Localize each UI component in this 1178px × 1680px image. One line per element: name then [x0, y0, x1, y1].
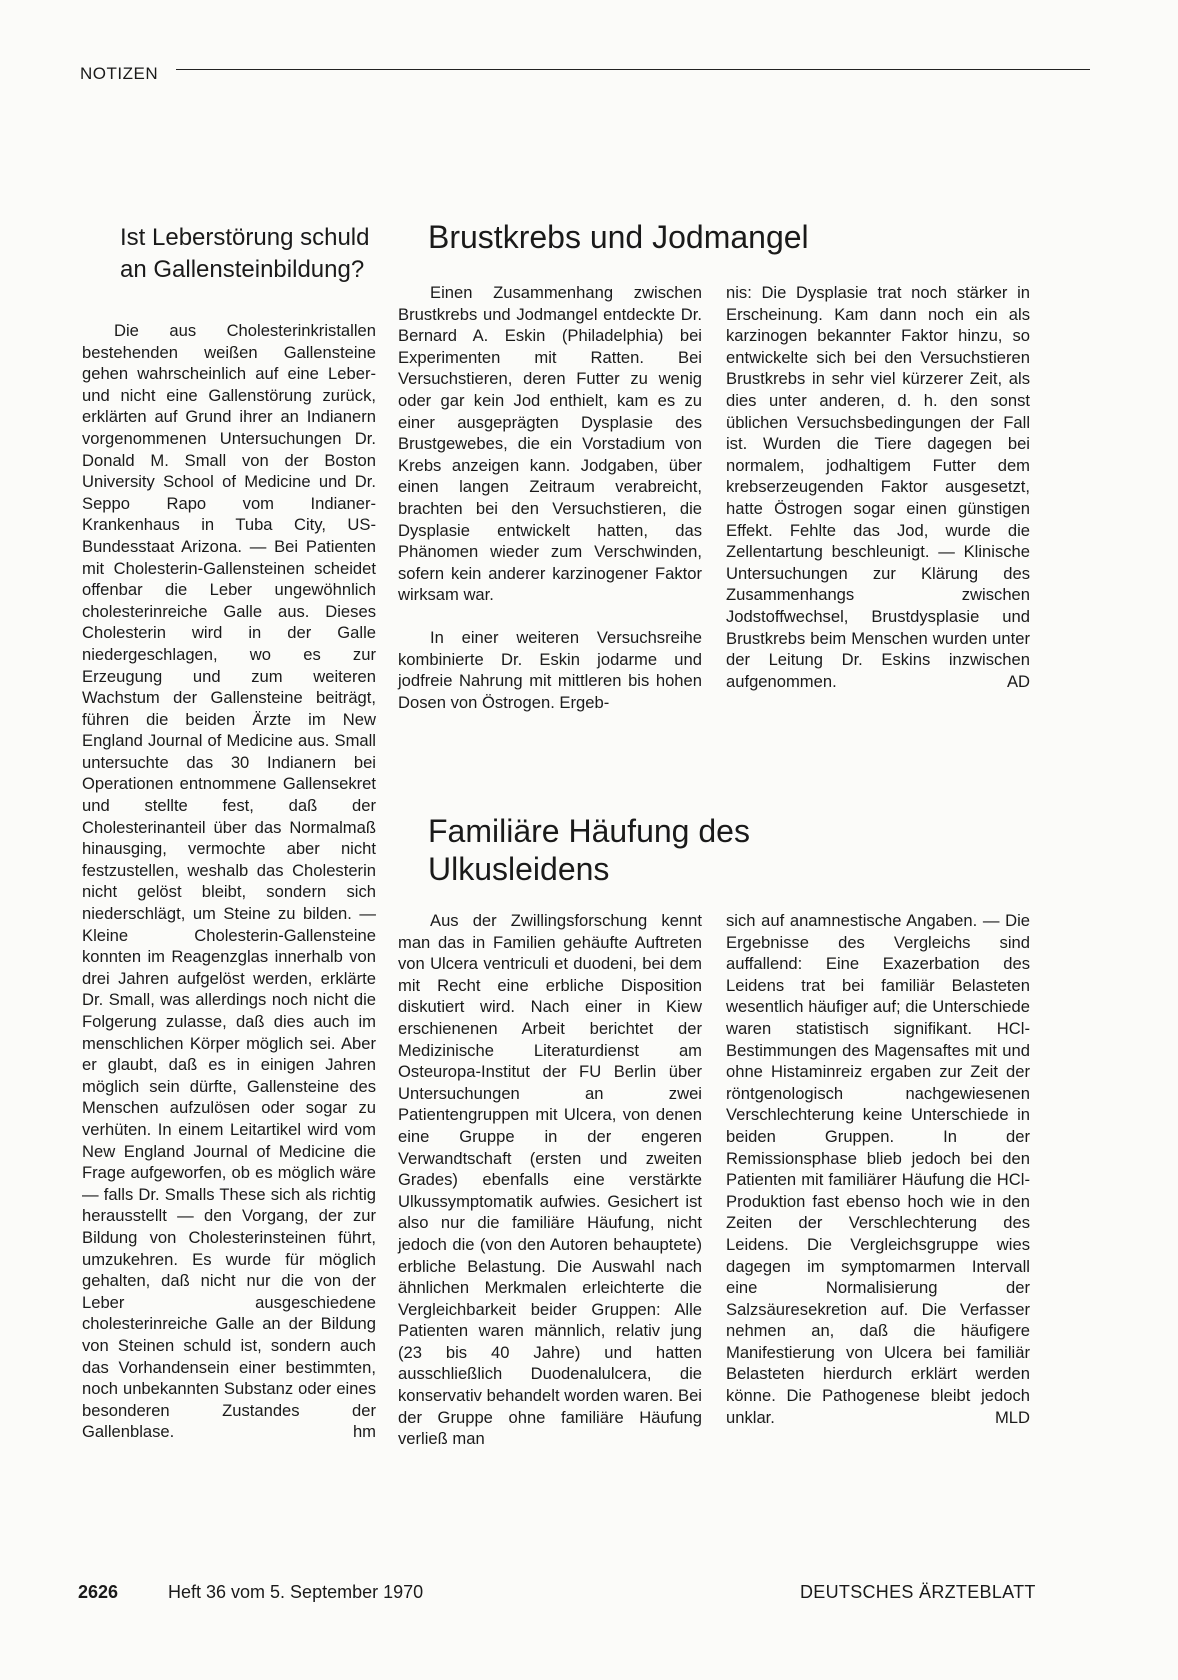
article3-title: Familiäre Häufung des Ulkusleidens	[428, 813, 750, 887]
page-number: 2626	[78, 1582, 119, 1602]
article2-column-2	[726, 282, 1030, 692]
article3-paragraph-1: Aus der Zwillingsforschung kennt man das in Familien gehäufte Auftreten von Ulcera ventriculi et duodeni, bei dem mit Recht eine erbliche Disposition diskutiert wird. Nach einer in Kiew erschienenen Arbeit berichtet der Medizinische Literaturdienst am Osteuropa-Institut der FU Berlin über Untersuchungen an zwei Patientengruppen mit Ulcera, von denen eine Gruppe in der engeren Verwandtschaft (ersten und zweiten Grades) ebenfalls eine verstärkte Ulkussymptomatik aufwies. Gesichert ist also nur die familiäre Häufung, nicht jedoch die (von den Autoren behauptete) erbliche Belastung. Die Auswahl nach ähnlichen Merkmalen erleichterte die Vergleichbarkeit beider Gruppen: Alle Patienten waren männlich, relativ jung (23 bis 40 Jahre) und hatten ausschließlich Duodenalulcera, die konservativ behandelt worden waren. Bei der Gruppe ohne familiäre Häufung verließ man	[398, 911, 702, 1449]
article2-paragraph-2: In einer weiteren Versuchsreihe kombinierte Dr. Eskin jodarme und jodfreie Nahrung mit mittleren bis hohen Dosen von Östrogen. Ergeb-	[398, 627, 702, 712]
article2-title: Brustkrebs und Jodmangel	[428, 219, 809, 255]
article3-column-2	[726, 910, 1030, 1428]
article3-column-1	[398, 910, 702, 1450]
article3-paragraph-2: sich auf anamnestische Angaben. — Die Ergebnisse des Vergleichs sind auffallend: Eine Exazerbation des Leidens trat bei familiär Belasteten wesentlich häufiger auf; die Unterschiede waren statistisch signifikant. HCl-Bestimmungen des Magensaftes mit und ohne Histaminreiz ergaben zur Zeit der röntgenologisch nachgewiesenen Verschlechterung keine Unterschiede in beiden Gruppen. In der Remissionsphase blieb jedoch bei den Patienten mit familiärer Häufung die HCl-Produktion fast ebenso hoch wie in den Zeiten der Verschlechterung des Leidens. Die Vergleichsgruppe wies dagegen im symptomarmen Intervall eine Normalisierung der Salzsäuresekretion auf. Die Verfasser nehmen an, daß die häufigere Manifestierung von Ulcera bei familiär Belasteten hierdurch erklärt werden könne. Die Pathogenese bleibt jedoch unklar. MLD	[726, 911, 1030, 1427]
article2-column-1	[398, 282, 702, 713]
article3-signature: MLD	[994, 1407, 1030, 1427]
journal-name: DEUTSCHES ÄRZTEBLATT	[800, 1582, 1036, 1602]
article1-title: Ist Leberstörung schuld an Gallensteinbildung?	[120, 224, 370, 283]
issue-info: Heft 36 vom 5. September 1970	[168, 1582, 424, 1602]
header-rule	[176, 69, 1090, 70]
article2-paragraph-1: Einen Zusammenhang zwischen Brustkrebs und Jodmangel entdeckte Dr. Bernard A. Eskin (Philadelphia) bei Experimenten mit Ratten. Bei Versuchstieren, deren Futter zu wenig oder gar kein Jod enthielt, kam es zu einer ausgeprägten Dysplasie des Brustgewebes, die ein Vorstadium von Krebs anzeigen kann. Jodgaben, über einen langen Zeitraum verabreicht, brachten bei den Versuchstieren, die Dysplasie entwickelt hatten, das Phänomen wieder zum Verschwinden, sofern kein anderer karzinogener Faktor wirksam war.	[398, 283, 702, 605]
article2-signature: AD	[1006, 671, 1030, 691]
article1-body: Die aus Cholesterinkristallen bestehenden weißen Gallensteine gehen wahrscheinlich auf eine Leber- und nicht eine Gallenstörung zurück, erklärten auf Grund ihrer an Indianern vorgenommenen Untersuchungen Dr. Donald M. Small von der Boston University School of Medicine und Dr. Seppo Rapo vom Indianer-Krankenhaus in Tuba City, US-Bundesstaat Arizona. — Bei Patienten mit Cholesterin-Gallensteinen scheidet offenbar die Leber ungewöhnlich cholesterinreiche Galle aus. Dieses Cholesterin wird in der Galle niedergeschlagen, wo es zur Erzeugung und zum weiteren Wachstum der Gallensteine beiträgt, führen die beiden Ärzte im New England Journal of Medicine aus. Small untersuchte das 30 Indianern bei Operationen entnommene Gallensekret und stellte fest, daß der Cholesterinanteil über das Normalmaß hinausging, vermochte aber nicht festzustellen, weshalb das Cholesterin nicht gelöst bleibt, sondern sich niederschlägt, um Steine zu bilden. — Kleine Cholesterin-Gallensteine konnten im Reagenzglas innerhalb von drei Jahren aufgelöst werden, erklärte Dr. Small, was allerdings noch nicht die Folgerung zulasse, daß dies auch im menschlichen Körper möglich sei. Aber er glaubt, daß es in einigen Jahren möglich sein dürfte, Gallensteine des Menschen aufzulösen oder sogar zu verhüten. In einem Leitartikel wird vom New England Journal of Medicine die Frage aufgeworfen, ob es möglich wäre — falls Dr. Smalls These sich als richtig herausstellt — den Vorgang, der zur Bildung von Cholesterinsteinen führt, umzukehren. Es wurde für möglich gehalten, daß nicht nur die von der Leber ausgeschiedene cholesterinreiche Galle an der Bildung von Steinen schuld ist, sondern auch das Vorhandensein einer bestimmten, noch unbekannten Substanz oder eines besonderen Zustandes der Gallenblase. hm	[82, 321, 376, 1442]
article1-column	[82, 320, 376, 1443]
article1-signature: hm	[352, 1422, 376, 1442]
article2-paragraph-3: nis: Die Dysplasie trat noch stärker in Erscheinung. Kam dann noch ein als karzinogen bekannter Faktor hinzu, so entwickelte sich bei den Versuchstieren Brustkrebs in sehr viel kürzerer Zeit, als dies unter anderen, d. h. den sonst üblichen Versuchsbedingungen der Fall ist. Wurden die Tiere dagegen bei normalem, jodhaltigem Futter dem krebserzeugenden Faktor ausgesetzt, hatte Östrogen sogar einen günstigen Effekt. Fehlte das Jod, wurde die Zellentartung beschleunigt. — Klinische Untersuchungen zur Klärung des Zusammenhangs zwischen Jodstoffwechsel, Brustdysplasie und Brustkrebs beim Menschen wurden unter der Leitung Dr. Eskins inzwischen aufgenommen. AD	[726, 283, 1030, 691]
section-label: NOTIZEN	[80, 64, 159, 83]
page-header	[80, 64, 1090, 86]
